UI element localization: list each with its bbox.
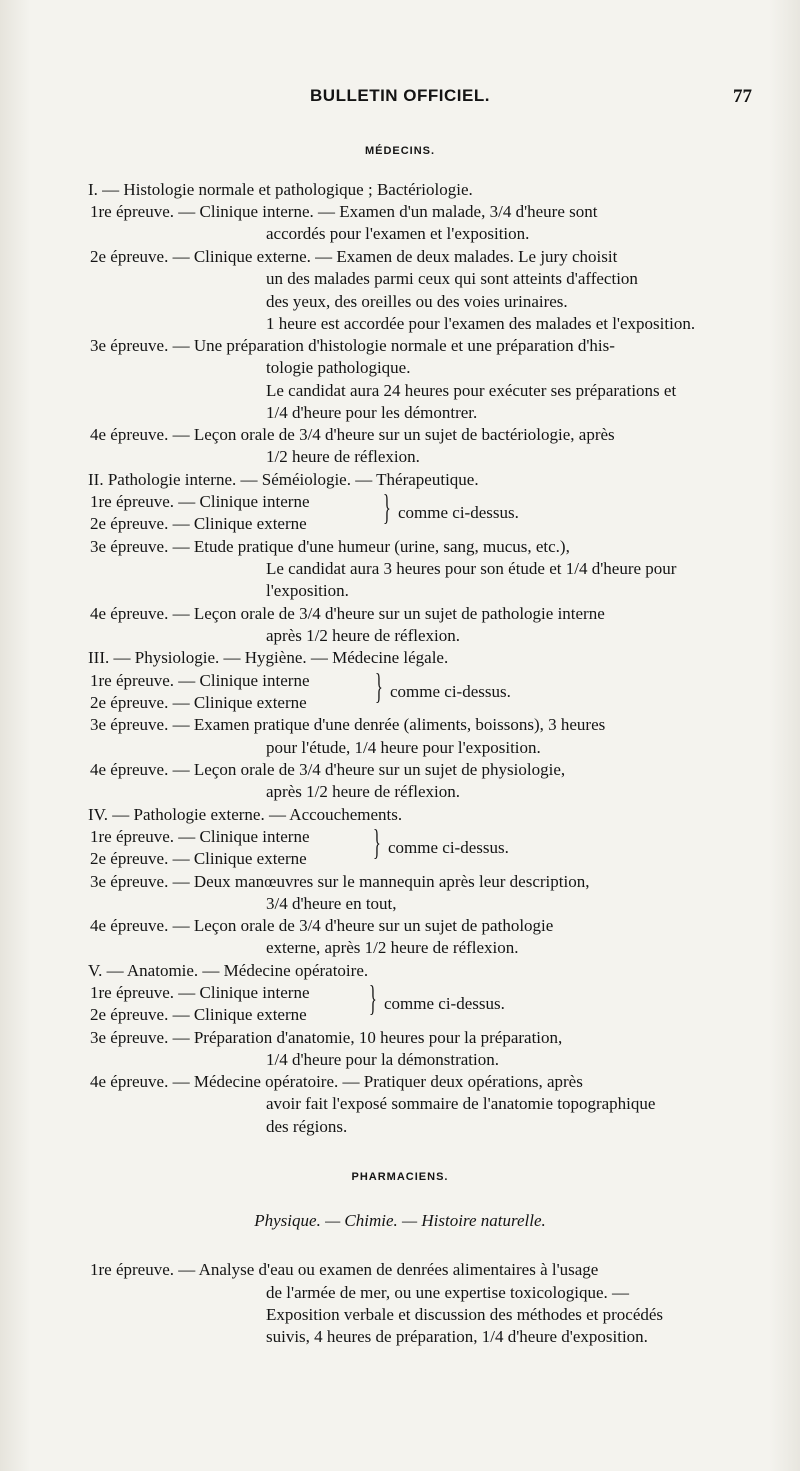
- epreuve-line: 3/4 d'heure en tout,: [266, 894, 397, 913]
- epreuve-line: suivis, 4 heures de préparation, 1/4 d'heure d'exposition.: [266, 1327, 648, 1346]
- brace-glyph: }: [375, 666, 383, 706]
- epreuve-line: après 1/2 heure de réflexion.: [266, 782, 460, 801]
- heading-anatomie: V. — Anatomie. — Médecine opératoire.: [88, 961, 369, 980]
- epreuve-line: 1re épreuve. — Clinique interne: [90, 827, 310, 846]
- section-medecins: MÉDECINS.: [364, 145, 436, 157]
- epreuve-line: tologie pathologique.: [266, 358, 411, 377]
- epreuve-line: 1re épreuve. — Analyse d'eau ou examen de denrées alimentaires à l'usage: [90, 1260, 599, 1279]
- comme-ci-dessus: comme ci-dessus.: [398, 503, 519, 522]
- heading-pathologie-interne: II. Pathologie interne. — Séméiologie. — Thérapeutique.: [88, 470, 479, 489]
- epreuve-line: 2e épreuve. — Clinique externe: [90, 849, 307, 868]
- epreuve-line: pour l'étude, 1/4 heure pour l'exposition.: [266, 738, 541, 757]
- brace-glyph: }: [383, 487, 391, 527]
- epreuve-line: 1re épreuve. — Clinique interne: [90, 983, 310, 1002]
- brace-glyph: }: [369, 978, 377, 1018]
- comme-ci-dessus: comme ci-dessus.: [390, 682, 511, 701]
- epreuve-line: 1 heure est accordée pour l'examen des malades et l'exposition.: [266, 314, 696, 333]
- epreuve-line: 4e épreuve. — Leçon orale de 3/4 d'heure sur un sujet de pathologie: [90, 916, 554, 935]
- page-header: [0, 86, 800, 106]
- epreuve-line: 2e épreuve. — Clinique externe: [90, 1005, 307, 1024]
- epreuve-line: 1re épreuve. — Clinique interne: [90, 671, 310, 690]
- epreuve-line: 1/4 d'heure pour la démonstration.: [266, 1050, 499, 1069]
- epreuve-line: 2e épreuve. — Clinique externe. — Examen de deux malades. Le jury choisit: [90, 247, 618, 266]
- epreuve-line: l'exposition.: [266, 581, 349, 600]
- epreuve-line: 4e épreuve. — Leçon orale de 3/4 d'heure sur un sujet de physiologie,: [90, 760, 566, 779]
- heading-pathologie-externe: IV. — Pathologie externe. — Accouchements.: [88, 805, 403, 824]
- epreuve-line: des yeux, des oreilles ou des voies urinaires.: [266, 292, 568, 311]
- epreuve-line: avoir fait l'exposé sommaire de l'anatomie topographique: [266, 1094, 656, 1113]
- epreuve-line: Le candidat aura 3 heures pour son étude et 1/4 d'heure pour: [266, 559, 677, 578]
- comme-ci-dessus: comme ci-dessus.: [388, 838, 509, 857]
- epreuve-line: 3e épreuve. — Examen pratique d'une denrée (aliments, boissons), 3 heures: [90, 715, 606, 734]
- epreuve-line: un des malades parmi ceux qui sont atteints d'affection: [266, 269, 638, 288]
- epreuve-line: de l'armée de mer, ou une expertise toxicologique. —: [266, 1283, 630, 1302]
- brace-glyph: }: [373, 822, 381, 862]
- heading-physiologie: III. — Physiologie. — Hygiène. — Médecine légale.: [88, 648, 449, 667]
- section-pharmaciens: PHARMACIENS.: [351, 1171, 449, 1183]
- bulletin-title: BULLETIN OFFICIEL.: [310, 86, 490, 105]
- epreuve-line: 3e épreuve. — Préparation d'anatomie, 10 heures pour la préparation,: [90, 1028, 563, 1047]
- epreuve-line: des régions.: [266, 1117, 348, 1136]
- epreuve-line: accordés pour l'examen et l'exposition.: [266, 224, 530, 243]
- epreuve-line: après 1/2 heure de réflexion.: [266, 626, 460, 645]
- epreuve-line: Exposition verbale et discussion des méthodes et procédés: [266, 1305, 664, 1324]
- page-number: 77: [733, 86, 752, 107]
- epreuve-line: externe, après 1/2 heure de réflexion.: [266, 938, 519, 957]
- epreuve-line: 4e épreuve. — Leçon orale de 3/4 d'heure sur un sujet de bactériologie, après: [90, 425, 615, 444]
- heading-physique-chimie: Physique. — Chimie. — Histoire naturelle.: [254, 1211, 546, 1230]
- epreuve-line: 3e épreuve. — Etude pratique d'une humeur (urine, sang, mucus, etc.),: [90, 537, 570, 556]
- epreuve-line: 4e épreuve. — Médecine opératoire. — Pratiquer deux opérations, après: [90, 1072, 583, 1091]
- heading-histologie: I. — Histologie normale et pathologique ; Bactériologie.: [88, 180, 473, 199]
- epreuve-line: 1re épreuve. — Clinique interne. — Examen d'un malade, 3/4 d'heure sont: [90, 202, 598, 221]
- epreuve-line: 2e épreuve. — Clinique externe: [90, 693, 307, 712]
- epreuve-line: 4e épreuve. — Leçon orale de 3/4 d'heure sur un sujet de pathologie interne: [90, 604, 605, 623]
- epreuve-line: 2e épreuve. — Clinique externe: [90, 514, 307, 533]
- epreuve-line: 1/4 d'heure pour les démontrer.: [266, 403, 478, 422]
- epreuve-line: 1re épreuve. — Clinique interne: [90, 492, 310, 511]
- epreuve-line: Le candidat aura 24 heures pour exécuter ses préparations et: [266, 381, 677, 400]
- epreuve-line: 3e épreuve. — Une préparation d'histologie normale et une préparation d'his-: [90, 336, 615, 355]
- comme-ci-dessus: comme ci-dessus.: [384, 994, 505, 1013]
- epreuve-line: 1/2 heure de réflexion.: [266, 447, 420, 466]
- epreuve-line: 3e épreuve. — Deux manœuvres sur le mannequin après leur description,: [90, 872, 590, 891]
